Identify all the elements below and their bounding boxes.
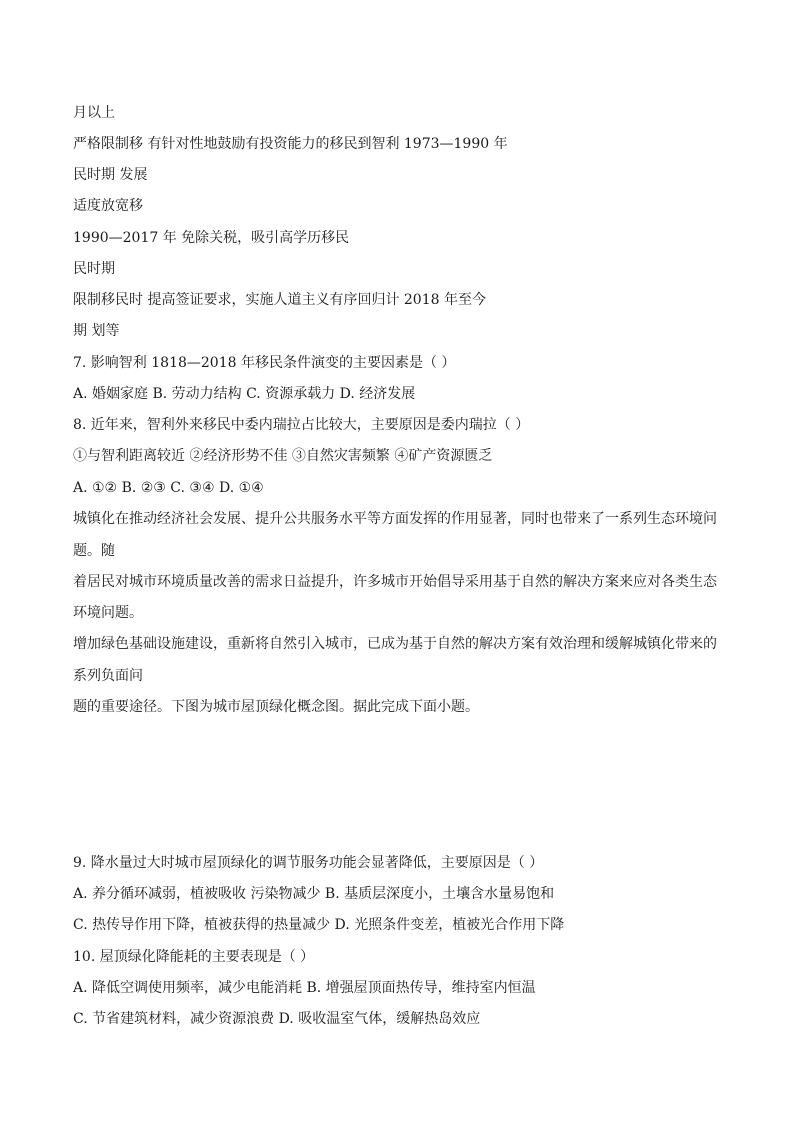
question-7-options: A. 婚姻家庭 B. 劳动力结构 C. 资源承载力 D. 经济发展	[73, 386, 416, 402]
text-line: 民时期	[73, 261, 115, 277]
passage-line: 着居民对城市环境质量改善的需求日益提升，许多城市开始倡导采用基于自然的解决方案来应对各类生态	[73, 574, 717, 590]
text-line: 适度放宽移	[73, 198, 143, 214]
question-8-options: A. ①② B. ②③ C. ③④ D. ①④	[73, 480, 264, 496]
passage-line: 环境问题。	[73, 605, 143, 621]
question-10: 10. 屋顶绿化降能耗的主要表现是（ ）	[73, 949, 315, 965]
text-line: 月以上	[73, 105, 115, 121]
text-line: 民时期 发展	[73, 167, 148, 183]
passage-line: 系列负面问	[73, 668, 143, 684]
question-7: 7. 影响智利 1818—2018 年移民条件演变的主要因素是（ ）	[73, 355, 456, 371]
question-10-options-cd: C. 节省建筑材料，减少资源浪费 D. 吸收温室气体，缓解热岛效应	[73, 1011, 481, 1027]
question-9: 9. 降水量过大时城市屋顶绿化的调节服务功能会显著降低，主要原因是（ ）	[73, 855, 544, 871]
passage-line: 题。随	[73, 543, 115, 559]
passage-line: 增加绿色基础设施建设，重新将自然引入城市，已成为基于自然的解决方案有效治理和缓解城镇化带来的	[73, 636, 717, 652]
text-line: 1990—2017 年 免除关税，吸引高学历移民	[73, 230, 350, 246]
question-8: 8. 近年来，智利外来移民中委内瑞拉占比较大，主要原因是委内瑞拉（ ）	[73, 417, 530, 433]
text-line: 严格限制移 有针对性地鼓励有投资能力的移民到智利 1973—1990 年	[73, 136, 508, 152]
text-line: 限制移民时 提高签证要求，实施人道主义有序回归计 2018 年至今	[73, 292, 486, 308]
question-10-options-ab: A. 降低空调使用频率，减少电能消耗 B. 增强屋顶面热传导，维持室内恒温	[73, 980, 536, 996]
passage-line: 题的重要途径。下图为城市屋顶绿化概念图。据此完成下面小题。	[73, 699, 479, 715]
question-9-options-ab: A. 养分循环减弱，植被吸收 污染物减少 B. 基质层深度小，土壤含水量易饱和	[73, 886, 555, 902]
question-9-options-cd: C. 热传导作用下降，植被获得的热量减少 D. 光照条件变差，植被光合作用下降	[73, 917, 565, 933]
text-line: 期 划等	[73, 323, 120, 339]
question-8-items: ①与智利距离较近 ②经济形势不佳 ③自然灾害频繁 ④矿产资源匮乏	[73, 448, 493, 464]
passage-line: 城镇化在推动经济社会发展、提升公共服务水平等方面发挥的作用显著，同时也带来了一系列生态环境问	[73, 511, 717, 527]
